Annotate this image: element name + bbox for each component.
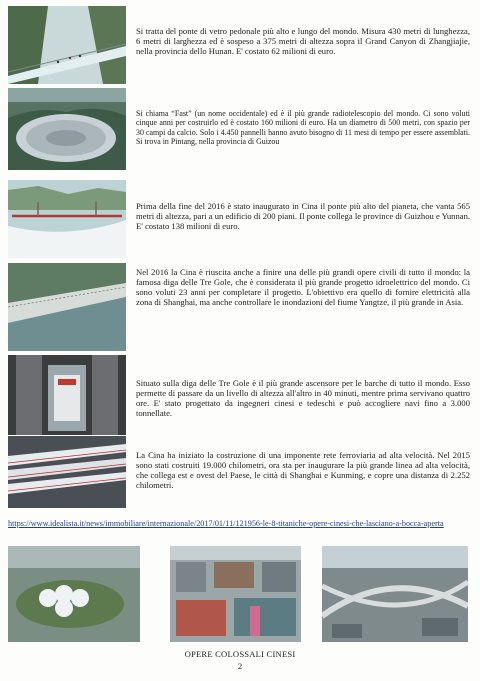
highest-bridge-photo	[8, 180, 126, 258]
expo-island-photo	[8, 546, 140, 642]
fast-telescope-text: Si chiama “Fast” (un nome occidentale) ed è il più grande radiotelescopio del mondo. Ci sono voluti cinque anni per costruirlo ed è costato 160 milioni di euro. Ha un diametro di 500 metri, con spazio per 30 campi da calcio. Solo i 4.450 pannelli hanno avuto bisogno di 11 mesi di tempo per essere assemblati. Si trova in Pintang, nella provincia di Guizou	[136, 109, 470, 146]
three-gorges-dam-photo	[8, 263, 126, 351]
boat-lift-text: Situato sulla diga delle Tre Gole è il più grande ascensore per le barche di tutto il mondo. Esso permette di passare da un livello di altezza all'altro in 40 minuti, mentre prima servivano quattro ore. E' stato progettato da ingegneri cinesi e tedeschi e può accogliere navi fino a 3.000 tonnellate.	[136, 378, 470, 419]
high-speed-rail-photo	[8, 436, 126, 508]
page-caption: OPERE COLOSSALI CINESI	[184, 649, 296, 659]
boat-lift-photo	[8, 355, 126, 435]
three-gorges-dam-text: Nel 2016 la Cina è riuscita anche a finire una delle più grandi opere civili di tutto il mondo: la famosa diga delle Tre Gole, che è considerata il più grande progetto idroelettrico del mondo. Ci sono voluti 23 anni per completare il progetto. L'obiettivo era quello di fornire elettricità alla zona di Shanghai, ma anche controllare le inondazioni del fiume Yangtze, il più grande in Asia.	[136, 267, 470, 308]
glass-bridge-text: Si tratta del ponte di vetro pedonale più alto e lungo del mondo. Misura 430 metri di lunghezza, 6 metri di larghezza ed è sospeso a 375 metri di altezza sopra il Grand Canyon di Zhangjiajie, nella provincia dello Hunan. E' costato 62 milioni di euro.	[136, 26, 470, 57]
entry-glass-bridge	[8, 6, 472, 84]
fast-telescope-photo	[8, 88, 126, 170]
port-city-photo	[170, 546, 301, 642]
page-number: 2	[237, 661, 243, 671]
high-speed-rail-text: La Cina ha iniziato la costruzione di una imponente rete ferroviaria ad alta velocità. Nel 2015 sono stati costruiti 19.000 chilometri, ora sta per inaugurare la più grande linea ad alta velocità, che collega est e ovest del Paese, le città di Shanghai e Kunming, e copre una distanza di 2.252 chilometri.	[136, 450, 470, 491]
source-link[interactable]: https://www.idealista.it/news/immobiliare/internazionale/2017/01/11/121956-le-8-titaniche-opere-cinesi-che-lasciano-a-bocca-aperta	[8, 519, 444, 528]
entry-fast-telescope	[8, 88, 472, 170]
highest-bridge-text: Prima della fine del 2016 è stato inaugurato in Cina il ponte più alto del pianeta, che vanta 565 metri di altezza, pari a un edificio di 200 piani. Il ponte collega le province di Guizhou e Yunnan. E' costato 138 milioni di euro.	[136, 201, 471, 232]
highway-interchange-photo	[322, 546, 468, 642]
entry-highest-bridge	[8, 180, 472, 258]
entry-boat-lift	[8, 355, 472, 435]
glass-bridge-photo	[8, 6, 126, 84]
entry-three-gorges-dam	[8, 263, 472, 351]
entry-high-speed-rail	[8, 436, 472, 508]
